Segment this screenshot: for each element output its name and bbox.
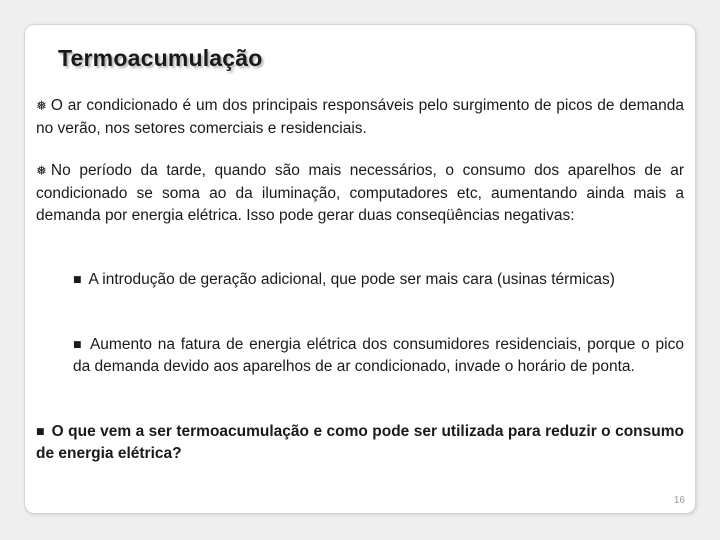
paragraph-2-text: No período da tarde, quando são mais necessários, o consumo dos aparelhos de ar condicionado se soma ao da iluminação, computadores etc, aumentando ainda mais a demanda por energia elétrica. Isso pode gerar duas conseqüências negativas: bbox=[36, 162, 684, 224]
snowflake-icon: ❅ bbox=[36, 164, 47, 179]
sub-item-1-text: A introdução de geração adicional, que pode ser mais cara (usinas térmicas) bbox=[88, 271, 615, 288]
slide-title: Termoacumulação bbox=[58, 45, 263, 71]
square-bullet-icon: ■ bbox=[73, 275, 82, 285]
snowflake-icon: ❅ bbox=[36, 99, 47, 114]
sub-item-2 bbox=[73, 334, 684, 378]
question bbox=[36, 421, 684, 465]
page-number: 16 bbox=[673, 495, 685, 506]
sub-item-2-text: Aumento na fatura de energia elétrica dos consumidores residenciais, porque o pico da demanda devido aos aparelhos de ar condicionado, invade o horário de ponta. bbox=[73, 336, 684, 375]
square-bullet-icon: ■ bbox=[36, 427, 45, 437]
square-bullet-icon: ■ bbox=[73, 340, 83, 350]
paragraph-1 bbox=[36, 95, 684, 140]
question-text: O que vem a ser termoacumulação e como pode ser utilizada para reduzir o consumo de energia elétrica? bbox=[36, 423, 684, 462]
paragraph-2 bbox=[36, 160, 684, 227]
sub-item-1 bbox=[73, 269, 684, 291]
slide-card bbox=[24, 24, 696, 514]
paragraph-1-text: O ar condicionado é um dos principais responsáveis pelo surgimento de picos de demanda no verão, nos setores comerciais e residenciais. bbox=[36, 97, 684, 137]
